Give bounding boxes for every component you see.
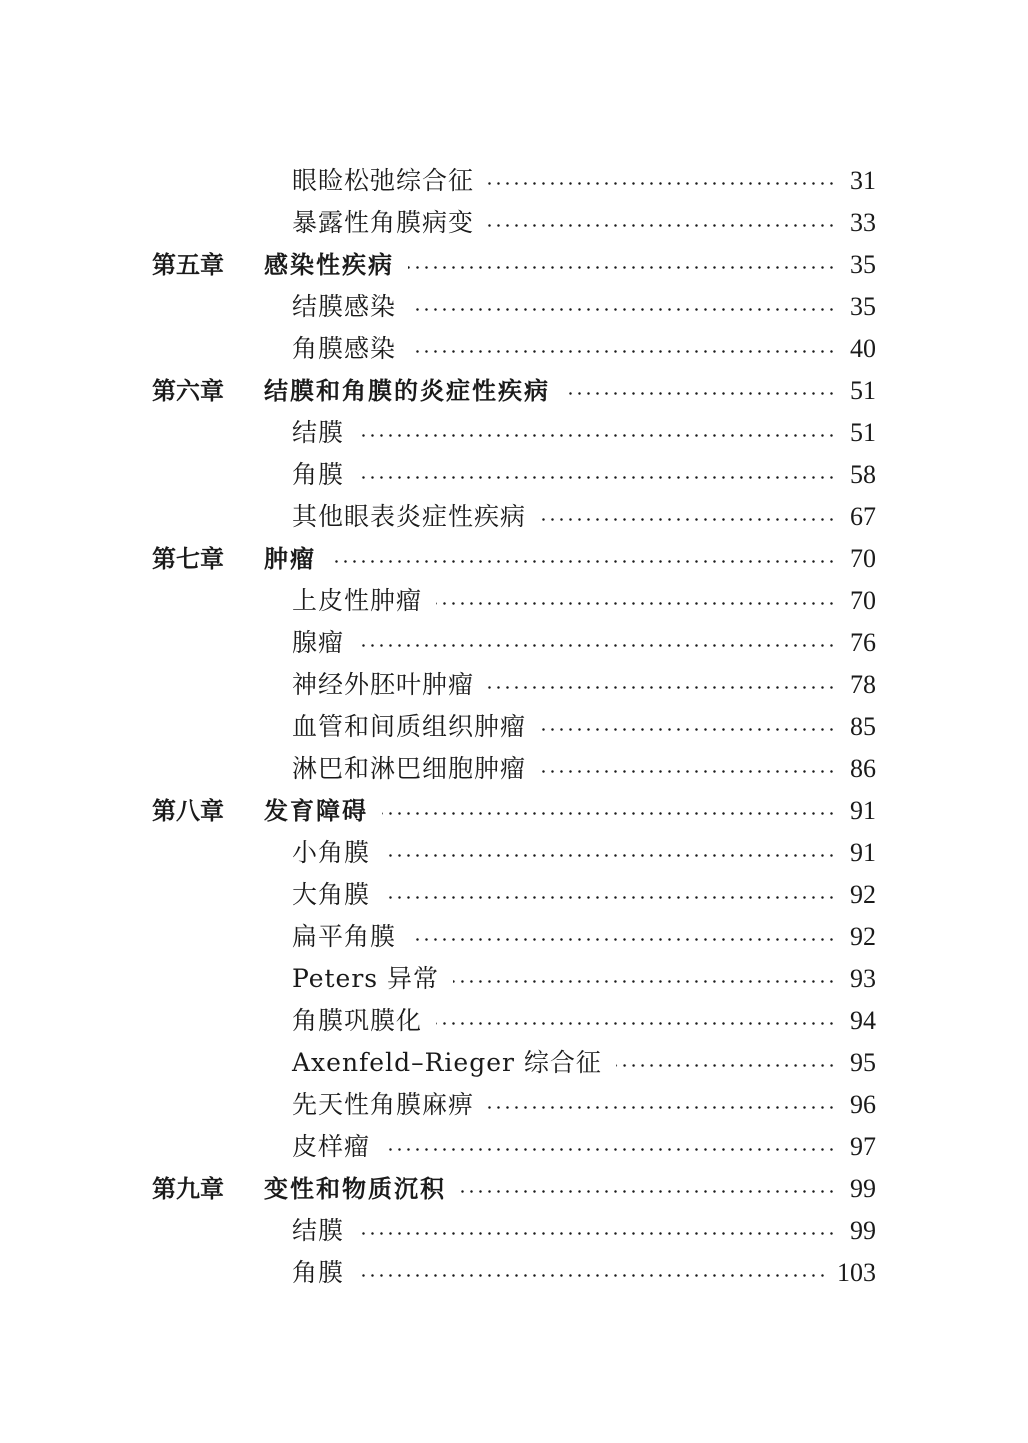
section-title: 皮样瘤 (292, 1132, 371, 1161)
section-title: Peters 异常 (292, 964, 440, 993)
section-title: 结膜感染 (292, 292, 397, 321)
toc-section-entry[interactable] (152, 958, 876, 1000)
dot-leader (410, 938, 836, 941)
toc-section-entry[interactable] (152, 1252, 876, 1294)
toc-section-entry[interactable] (152, 202, 876, 244)
toc-section-entry[interactable] (152, 1000, 876, 1042)
section-title: 小角膜 (292, 838, 371, 867)
toc-section-entry[interactable] (152, 328, 876, 370)
dot-leader (358, 434, 836, 437)
dot-leader (488, 182, 836, 185)
dot-leader (488, 1106, 836, 1109)
page-number: 103 (837, 1258, 876, 1287)
toc-section-entry[interactable] (152, 1126, 876, 1168)
chapter-number: 第七章 (152, 545, 224, 573)
section-title: 淋巴和淋巴细胞肿瘤 (292, 754, 527, 783)
dot-leader (436, 1022, 836, 1025)
page-number: 35 (850, 250, 876, 279)
chapter-title: 结膜和角膜的炎症性疾病 (264, 377, 550, 405)
page-number: 96 (850, 1090, 876, 1119)
toc-chapter-entry[interactable] (152, 244, 876, 286)
toc-section-entry[interactable] (152, 412, 876, 454)
dot-leader (384, 854, 836, 857)
page-number: 76 (850, 628, 876, 657)
dot-leader (410, 308, 836, 311)
toc-chapter-entry[interactable] (152, 790, 876, 832)
chapter-title: 发育障碍 (264, 797, 368, 825)
section-title: 结膜 (292, 418, 345, 447)
section-title: 角膜感染 (292, 334, 397, 363)
section-title: Axenfeld–Rieger 综合征 (292, 1048, 602, 1077)
page-number: 70 (850, 586, 876, 615)
section-title: 角膜巩膜化 (292, 1006, 423, 1035)
toc-section-entry[interactable] (152, 286, 876, 328)
section-title: 扁平角膜 (292, 922, 397, 951)
dot-leader (384, 896, 836, 899)
section-title: 眼睑松弛综合征 (292, 166, 475, 195)
section-title: 神经外胚叶肿瘤 (292, 670, 475, 699)
page-number: 91 (850, 838, 876, 867)
dot-leader (436, 602, 836, 605)
section-title: 大角膜 (292, 880, 371, 909)
section-title: 腺瘤 (292, 628, 345, 657)
chapter-title: 感染性疾病 (264, 251, 394, 279)
page-number: 51 (850, 418, 876, 447)
dot-leader (488, 224, 836, 227)
toc-section-entry[interactable] (152, 874, 876, 916)
dot-leader (382, 812, 836, 815)
section-title: 角膜 (292, 460, 345, 489)
toc-chapter-entry[interactable] (152, 538, 876, 580)
page-number: 40 (850, 334, 876, 363)
toc-section-entry[interactable] (152, 160, 876, 202)
dot-leader (540, 728, 836, 731)
toc-section-entry[interactable] (152, 496, 876, 538)
page-number: 58 (850, 460, 876, 489)
toc-section-entry[interactable] (152, 748, 876, 790)
toc-section-entry[interactable] (152, 454, 876, 496)
dot-leader (540, 518, 836, 521)
chapter-number: 第八章 (152, 797, 224, 825)
dot-leader (408, 266, 836, 269)
toc-section-entry[interactable] (152, 1210, 876, 1252)
chapter-number: 第五章 (152, 251, 224, 279)
toc-section-entry[interactable] (152, 580, 876, 622)
dot-leader (616, 1064, 836, 1067)
page-number: 35 (850, 292, 876, 321)
dot-leader (358, 644, 836, 647)
page-number: 51 (850, 376, 876, 405)
chapter-title: 变性和物质沉积 (264, 1175, 446, 1203)
dot-leader (330, 560, 836, 563)
page-number: 97 (850, 1132, 876, 1161)
toc-section-entry[interactable] (152, 916, 876, 958)
toc-section-entry[interactable] (152, 706, 876, 748)
page-number: 33 (850, 208, 876, 237)
toc-chapter-entry[interactable] (152, 1168, 876, 1210)
page-number: 78 (850, 670, 876, 699)
dot-leader (410, 350, 836, 353)
section-title: 角膜 (292, 1258, 345, 1287)
dot-leader (488, 686, 836, 689)
chapter-title: 肿瘤 (264, 545, 316, 573)
page-number: 94 (850, 1006, 876, 1035)
page-number: 85 (850, 712, 876, 741)
page-number: 91 (850, 796, 876, 825)
page-number: 86 (850, 754, 876, 783)
toc-chapter-entry[interactable] (152, 370, 876, 412)
page-number: 70 (850, 544, 876, 573)
chapter-number: 第九章 (152, 1175, 224, 1203)
section-title: 其他眼表炎症性疾病 (292, 502, 527, 531)
section-title: 暴露性角膜病变 (292, 208, 475, 237)
toc-section-entry[interactable] (152, 664, 876, 706)
page-number: 99 (850, 1216, 876, 1245)
toc-section-entry[interactable] (152, 1084, 876, 1126)
page-number: 31 (850, 166, 876, 195)
section-title: 血管和间质组织肿瘤 (292, 712, 527, 741)
toc-section-entry[interactable] (152, 622, 876, 664)
dot-leader (358, 1274, 827, 1277)
dot-leader (460, 1190, 836, 1193)
dot-leader (453, 980, 836, 983)
toc-section-entry[interactable] (152, 832, 876, 874)
table-of-contents (152, 160, 876, 1294)
page-number: 93 (850, 964, 876, 993)
section-title: 先天性角膜麻痹 (292, 1090, 475, 1119)
dot-leader (564, 392, 836, 395)
chapter-number: 第六章 (152, 377, 224, 405)
section-title: 结膜 (292, 1216, 345, 1245)
section-title: 上皮性肿瘤 (292, 586, 423, 615)
page-number: 95 (850, 1048, 876, 1077)
dot-leader (540, 770, 836, 773)
page-number: 92 (850, 880, 876, 909)
page-number: 67 (850, 502, 876, 531)
page-number: 99 (850, 1174, 876, 1203)
page-number: 92 (850, 922, 876, 951)
toc-section-entry[interactable] (152, 1042, 876, 1084)
dot-leader (384, 1148, 836, 1151)
dot-leader (358, 1232, 836, 1235)
dot-leader (358, 476, 836, 479)
